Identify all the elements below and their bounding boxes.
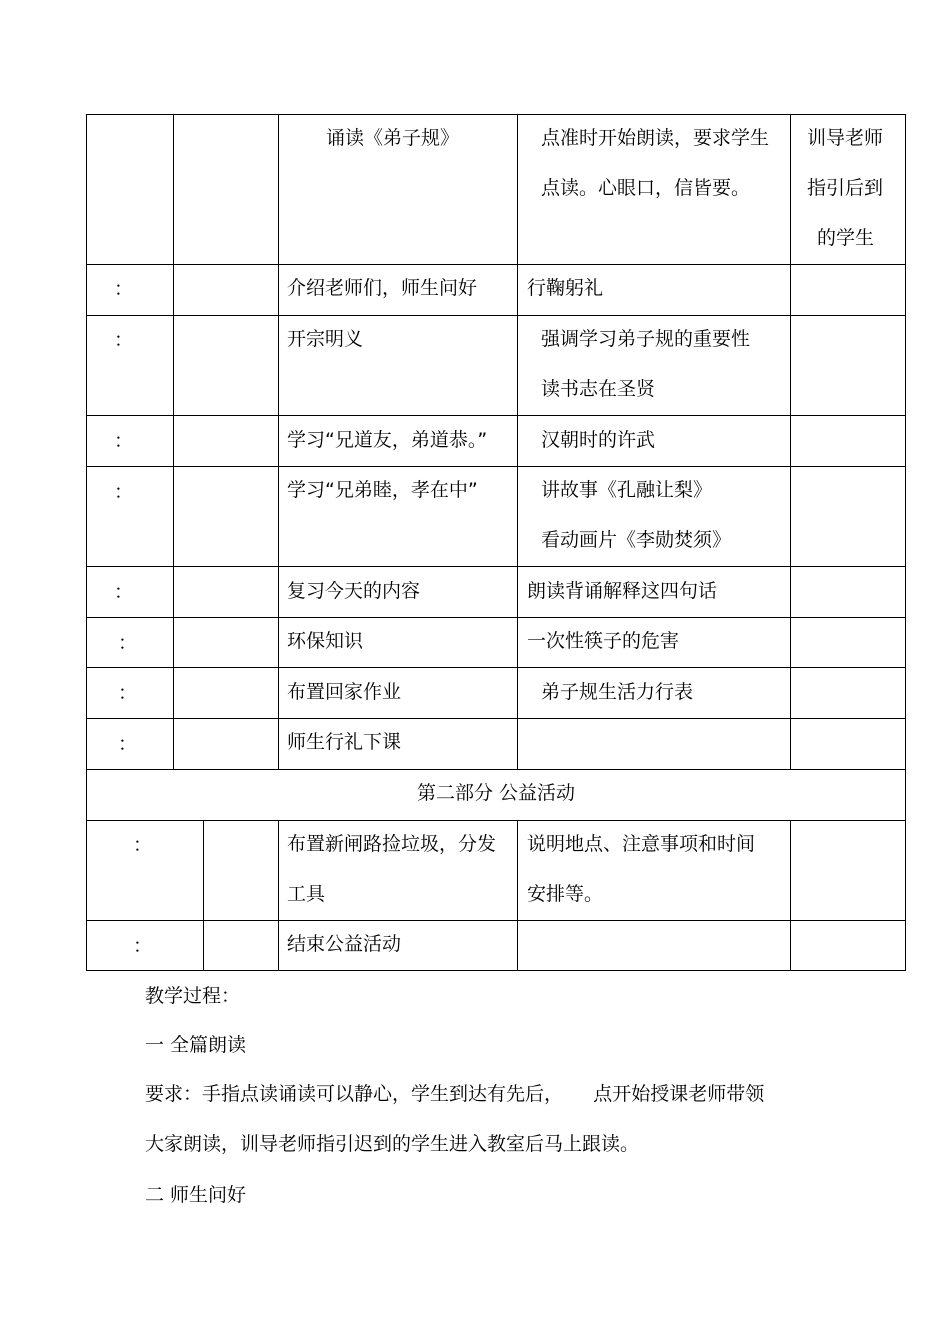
table-divider bbox=[86, 920, 906, 921]
content-cell: 讲故事《孔融让梨》 bbox=[541, 479, 713, 501]
activity-cell: 结束公益活动 bbox=[287, 933, 402, 955]
content-cell: 安排等。 bbox=[527, 883, 604, 905]
time-cell: ： bbox=[114, 430, 134, 452]
activity-cell: 诵读《弟子规》 bbox=[326, 127, 460, 149]
time-cell: ： bbox=[118, 682, 138, 704]
activity-cell: 工具 bbox=[287, 883, 326, 905]
section-title: 第二部分 公益活动 bbox=[416, 782, 576, 804]
time-cell: ： bbox=[133, 834, 153, 856]
time-cell: ： bbox=[118, 733, 138, 755]
content-cell: 朗读背诵解释这四句话 bbox=[527, 580, 718, 602]
table-border bbox=[86, 114, 87, 971]
table-divider bbox=[203, 820, 204, 970]
table-divider bbox=[86, 820, 906, 821]
note-cell: 的学生 bbox=[817, 227, 875, 249]
time-cell: ： bbox=[133, 935, 153, 957]
content-cell: 读书志在圣贤 bbox=[541, 378, 656, 400]
content-cell: 点准时开始朗读，要求学生 bbox=[541, 127, 770, 149]
note-cell: 训导老师 bbox=[807, 127, 884, 149]
content-cell: 看动画片《李勋焚须》 bbox=[541, 529, 732, 551]
time-cell: ： bbox=[114, 329, 134, 351]
table-divider bbox=[173, 114, 174, 769]
table-border bbox=[86, 970, 906, 971]
part1-text: 大家朗读，训导老师指引迟到的学生进入教室后马上跟读。 bbox=[145, 1133, 640, 1155]
content-cell: 汉朝时的许武 bbox=[541, 429, 656, 451]
table-divider bbox=[86, 718, 906, 719]
process-heading: 教学过程： bbox=[145, 985, 241, 1007]
table-divider bbox=[278, 114, 279, 769]
table-divider bbox=[790, 114, 791, 769]
content-cell: 行鞠躬礼 bbox=[527, 277, 604, 299]
time-cell: ： bbox=[114, 278, 134, 300]
table-divider bbox=[790, 820, 791, 970]
activity-cell: 学习“兄道友，弟道恭。” bbox=[287, 429, 488, 451]
part1-text: 要求：手指点读诵读可以静心，学生到达有先后， 点开始授课老师带领 bbox=[145, 1083, 765, 1105]
time-cell: ： bbox=[114, 481, 134, 503]
activity-cell: 学习“兄弟睦，孝在中” bbox=[287, 479, 478, 501]
table-divider bbox=[86, 315, 906, 316]
content-cell: 点读。心眼口，信皆要。 bbox=[541, 177, 751, 199]
table-divider bbox=[86, 769, 906, 770]
part2-title: 二 师生问好 bbox=[145, 1184, 247, 1206]
activity-cell: 复习今天的内容 bbox=[287, 580, 421, 602]
time-cell: ： bbox=[114, 581, 134, 603]
activity-cell: 开宗明义 bbox=[287, 328, 364, 350]
activity-cell: 师生行礼下课 bbox=[287, 731, 402, 753]
activity-cell: 介绍老师们，师生问好 bbox=[287, 277, 478, 299]
table-border bbox=[905, 114, 906, 971]
table-divider bbox=[278, 820, 279, 970]
content-cell: 强调学习弟子规的重要性 bbox=[541, 328, 751, 350]
table-divider bbox=[86, 415, 906, 416]
activity-cell: 布置回家作业 bbox=[287, 681, 402, 703]
table-divider bbox=[86, 667, 906, 668]
table-divider bbox=[517, 114, 518, 769]
content-cell: 一次性筷子的危害 bbox=[527, 630, 680, 652]
activity-cell: 环保知识 bbox=[287, 630, 364, 652]
table-divider bbox=[517, 820, 518, 970]
note-cell: 指引后到 bbox=[807, 177, 884, 199]
table-divider bbox=[86, 617, 906, 618]
table-divider bbox=[86, 466, 906, 467]
time-cell: ： bbox=[118, 632, 138, 654]
content-cell: 弟子规生活力行表 bbox=[541, 681, 694, 703]
part1-title: 一 全篇朗读 bbox=[145, 1034, 247, 1056]
table-border bbox=[86, 114, 906, 115]
content-cell: 说明地点、注意事项和时间 bbox=[527, 833, 756, 855]
table-divider bbox=[86, 566, 906, 567]
activity-cell: 布置新闸路捡垃圾，分发 bbox=[287, 833, 497, 855]
table-divider bbox=[86, 264, 906, 265]
